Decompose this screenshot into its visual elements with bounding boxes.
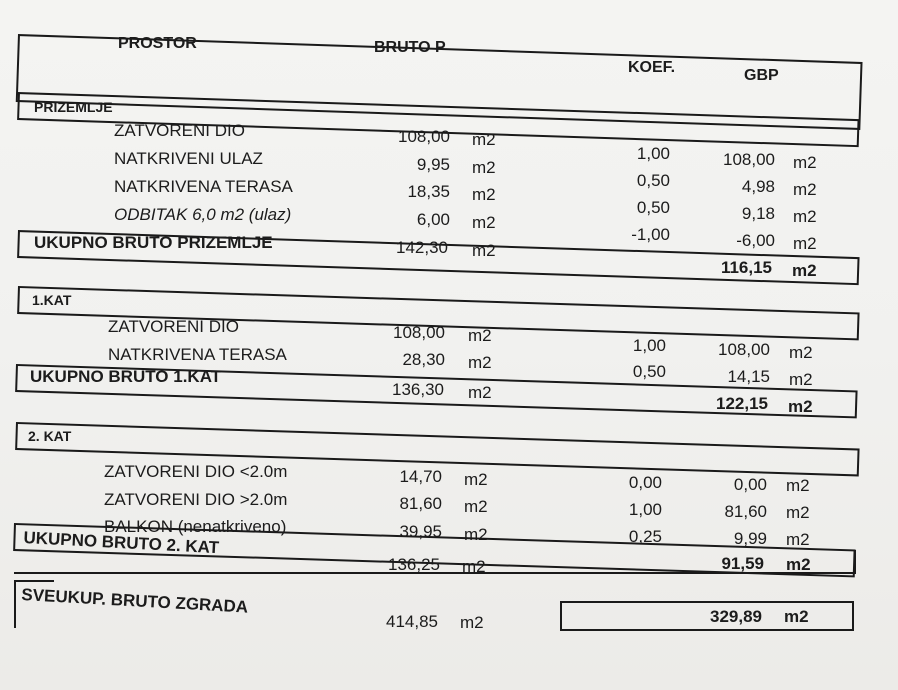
row-label: NATKRIVENA TERASA: [114, 177, 293, 196]
row-bruto-unit: m2: [464, 525, 488, 544]
row-bruto-unit: m2: [468, 353, 492, 372]
grand-total-gbp-unit: m2: [784, 607, 809, 626]
row-koef: 0,50: [636, 198, 670, 217]
section-total-gbp: 122,15: [716, 394, 768, 413]
section-total-label: UKUPNO BRUTO 1.KAT: [30, 367, 222, 386]
grand-total-bruto-unit: m2: [460, 613, 484, 632]
row-bruto: 108,00: [393, 323, 445, 342]
row-label: NATKRIVENA TERASA: [108, 345, 287, 364]
row-label: ODBITAK 6,0 m2 (ulaz): [114, 205, 292, 224]
row-bruto: 39,95: [399, 522, 442, 541]
row-koef: -1,00: [631, 225, 670, 244]
row-koef: 0,25: [628, 527, 662, 546]
row-koef: 0,50: [632, 362, 666, 381]
section-total-gbp-unit: m2: [788, 397, 813, 416]
row-bruto: 108,00: [398, 127, 450, 146]
row-label: ZATVORENI DIO <2.0m: [104, 462, 288, 481]
section-total-bruto: 136,25: [388, 555, 440, 574]
row-gbp: 9,18: [741, 204, 775, 223]
row-bruto: 28,30: [402, 350, 445, 369]
row-gbp: 81,60: [724, 502, 767, 521]
section-total-bruto: 136,30: [392, 380, 444, 399]
row-gbp: 14,15: [727, 367, 770, 386]
section-total-gbp-unit: m2: [792, 261, 817, 280]
row-gbp: 9,99: [733, 529, 767, 548]
row-koef: 1,00: [636, 144, 670, 163]
row-gbp: 108,00: [723, 150, 775, 169]
row-label: NATKRIVENI ULAZ: [114, 149, 263, 168]
row-bruto: 18,35: [407, 182, 450, 201]
section-total-label: UKUPNO BRUTO PRIZEMLJE: [34, 233, 273, 252]
section-title: 2. KAT: [28, 428, 72, 444]
row-bruto-unit: m2: [464, 470, 488, 489]
section-total-bruto: 142,30: [396, 238, 448, 257]
row-gbp-unit: m2: [793, 234, 817, 253]
section-total-gbp: 116,15: [720, 258, 772, 277]
section-total-label: UKUPNO BRUTO 2. KAT: [23, 528, 220, 558]
row-label: ZATVORENI DIO >2.0m: [104, 490, 288, 509]
row-gbp-unit: m2: [786, 476, 810, 495]
row-gbp-unit: m2: [786, 503, 810, 522]
section-total-gbp-unit: m2: [786, 555, 811, 574]
row-gbp: 0,00: [733, 475, 767, 494]
row-bruto: 14,70: [399, 467, 442, 486]
grand-total-gbp: 329,89: [710, 607, 762, 626]
section-total-gbp: 91,59: [721, 554, 764, 573]
header-prostor: PROSTOR: [118, 35, 197, 52]
row-bruto-unit: m2: [472, 158, 496, 177]
header-bruto: BRUTO P: [374, 39, 446, 56]
row-koef: 1,00: [632, 336, 666, 355]
section-total-bruto-unit: m2: [472, 241, 496, 260]
row-label: ZATVORENI DIO: [114, 121, 245, 140]
row-bruto: 6,00: [416, 210, 450, 229]
row-gbp: 108,00: [718, 340, 770, 359]
row-gbp-unit: m2: [789, 370, 813, 389]
section-title: PRIZEMLJE: [34, 99, 113, 115]
row-bruto: 9,95: [416, 155, 450, 174]
row-bruto-unit: m2: [464, 497, 488, 516]
row-bruto-unit: m2: [472, 185, 496, 204]
row-bruto-unit: m2: [468, 326, 492, 345]
row-gbp: -6,00: [736, 231, 775, 250]
row-gbp-unit: m2: [786, 530, 810, 549]
row-bruto: 81,60: [399, 494, 442, 513]
header-gbp: GBP: [744, 67, 779, 84]
section-total-bruto-unit: m2: [462, 557, 486, 576]
row-koef: 0,50: [636, 171, 670, 190]
row-label: BALKON (nenatkriveno): [104, 517, 287, 536]
grand-total-bruto: 414,85: [386, 612, 438, 631]
row-koef: 0,00: [628, 473, 662, 492]
row-gbp-unit: m2: [793, 180, 817, 199]
grand-total-label: SVEUKUP. BRUTO ZGRADA: [20, 585, 249, 617]
row-label: ZATVORENI DIO: [108, 317, 239, 336]
section-total-gbp-bar: [14, 550, 856, 574]
row-koef: 1,00: [628, 500, 662, 519]
row-gbp: 4,98: [741, 177, 775, 196]
section-title: 1.KAT: [32, 292, 72, 308]
row-bruto-unit: m2: [472, 213, 496, 232]
row-bruto-unit: m2: [472, 130, 496, 149]
section-total-bruto-unit: m2: [468, 383, 492, 402]
row-gbp-unit: m2: [793, 207, 817, 226]
row-gbp-unit: m2: [793, 153, 817, 172]
header-koef: KOEF.: [628, 59, 676, 76]
row-gbp-unit: m2: [789, 343, 813, 362]
